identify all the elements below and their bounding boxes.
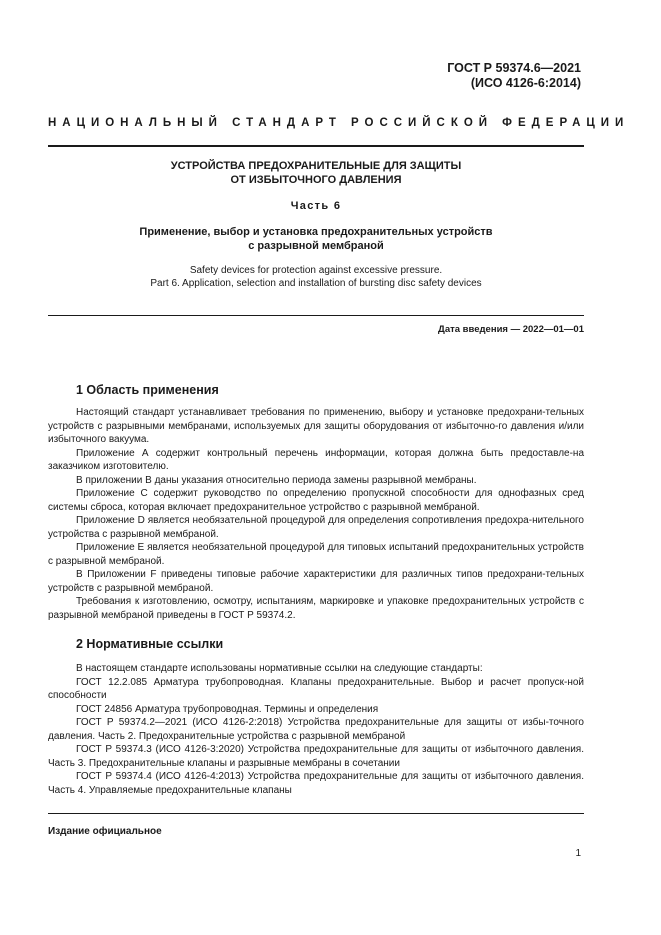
- paragraph: Настоящий стандарт устанавливает требования по применению, выбору и установке предохрани-тельных устройств с разрывными мембранами, используемых для защиты оборудования от избыточно-го давления и/или избыточного вакуума.: [48, 407, 584, 445]
- part-number: Часть 6: [290, 200, 342, 212]
- title-rule: [48, 315, 584, 316]
- paragraph: Приложение Е является необязательной процедурой для типовых испытаний предохранительных устройств с разрывной мембраной.: [48, 542, 584, 567]
- english-title: [48, 264, 584, 290]
- reference-item: ГОСТ Р 59374.3 (ИСО 4126-3:2020) Устройства предохранительные для защиты от избыточного давления. Часть 3. Предохранительные клапаны и разрывные мембраны в сочетании: [48, 744, 584, 769]
- reference-item: ГОСТ Р 59374.2—2021 (ИСО 4126-2:2018) Устройства предохранительные для защиты от избы-точного давления. Часть 2. Предохранительные устройства с разрывной мембраной: [48, 717, 584, 742]
- reference-item: ГОСТ Р 59374.4 (ИСО 4126-4:2013) Устройства предохранительные для защиты от избыточного давления. Часть 4. Управляемые предохранительные клапаны: [48, 771, 584, 796]
- title-line-1: УСТРОЙСТВА ПРЕДОХРАНИТЕЛЬНЫЕ ДЛЯ ЗАЩИТЫ: [170, 160, 462, 172]
- title-line-2: ОТ ИЗБЫТОЧНОГО ДАВЛЕНИЯ: [230, 174, 402, 186]
- document-title: [48, 159, 584, 187]
- section-1-heading: 1 Область применения: [76, 383, 219, 397]
- paragraph: Приложение С содержит руководство по определению пропускной способности для однофазных сред системы сброса, которая включает предохранительное устройство с разрывной мембраной.: [48, 488, 584, 513]
- reference-item: ГОСТ 12.2.085 Арматура трубопроводная. Клапаны предохранительные. Выбор и расчет пропуск-ной способности: [48, 676, 584, 701]
- introduction-date: Дата введения — 2022—01—01: [438, 324, 584, 335]
- national-standard-banner: НАЦИОНАЛЬНЫЙ СТАНДАРТ РОССИЙСКОЙ ФЕДЕРАЦИИ: [48, 117, 630, 129]
- section-2-heading: 2 Нормативные ссылки: [76, 637, 224, 651]
- iso-equivalent: (ИСО 4126-6:2014): [470, 76, 581, 90]
- standard-number: ГОСТ Р 59374.6—2021: [447, 61, 581, 75]
- paragraph: Приложение D является необязательной процедурой для определения сопротивления предохра-нительного устройства с разрывной мембраной.: [48, 515, 584, 540]
- subtitle-line-1: Применение, выбор и установка предохранительных устройств: [139, 226, 493, 238]
- official-edition-label: Издание официальное: [48, 826, 162, 837]
- paragraph: В Приложении F приведены типовые рабочие характеристики для различных типов предохрани-тельных устройств с разрывной мембраной.: [48, 569, 584, 594]
- footer-rule: [48, 813, 584, 814]
- english-title-line-2: Part 6. Application, selection and installation of bursting disc safety devices: [150, 278, 482, 289]
- paragraph: Требования к изготовлению, осмотру, испытаниям, маркировке и упаковке предохранительных устройств с разрывной мембраной приведены в ГОСТ Р 59374.2.: [48, 596, 584, 621]
- standard-identifier: [447, 61, 581, 91]
- english-title-line-1: Safety devices for protection against excessive pressure.: [189, 265, 443, 276]
- paragraph: В настоящем стандарте использованы нормативные ссылки на следующие стандарты:: [76, 663, 483, 674]
- subtitle-line-2: с разрывной мембраной: [248, 240, 384, 252]
- paragraph: В приложении В даны указания относительно периода замены разрывной мембраны.: [76, 474, 477, 486]
- section-1-body: [48, 406, 584, 622]
- paragraph: Приложение А содержит контрольный перечень информации, которая должна быть предоставле-на заказчиком изготовителю.: [48, 447, 584, 472]
- reference-item: ГОСТ 24856 Арматура трубопроводная. Термины и определения: [76, 703, 379, 715]
- section-2-body: [48, 662, 584, 797]
- page-number: 1: [575, 848, 581, 859]
- header-rule: [48, 145, 584, 147]
- document-subtitle: [48, 225, 584, 253]
